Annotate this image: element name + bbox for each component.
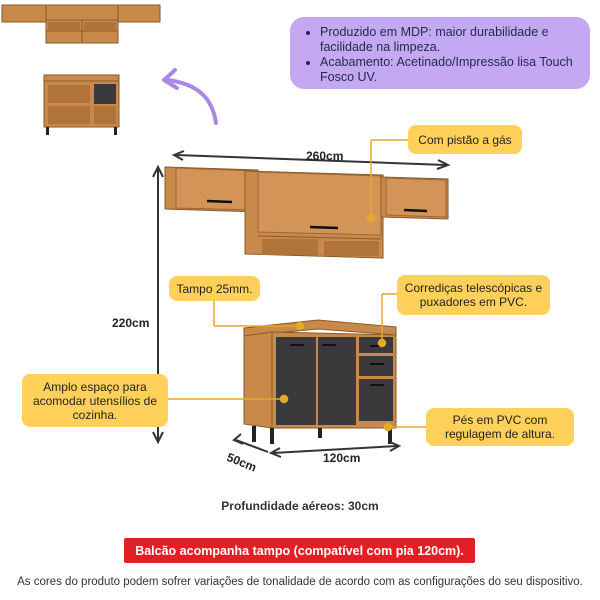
callout-storage xyxy=(22,374,168,427)
callout-tampo xyxy=(169,276,260,301)
curved-arrow-icon xyxy=(164,70,216,123)
feature-item: • Acabamento: Acetinado/Impressão lisa Touch Fosco UV. xyxy=(320,55,580,84)
color-disclaimer: As cores do produto podem sofrer variações de tonalidade de acordo com as configurações do seu dispositivo. xyxy=(17,576,583,588)
callout-feet-text: Pés em PVC com regulagem de altura. xyxy=(444,413,556,441)
callout-piston xyxy=(408,125,522,154)
aereos-depth-note: Profundidade aéreos: 30cm xyxy=(221,499,379,513)
counter-depth-label: 50cm xyxy=(224,450,259,475)
width-total-label: 260cm xyxy=(306,149,344,163)
counter-cabinet xyxy=(244,320,396,444)
height-total-label: 220cm xyxy=(112,316,150,330)
callout-slides-text: Corrediças telescópicas e puxadores em PVC. xyxy=(404,281,543,309)
callout-tampo-text: Tampo 25mm. xyxy=(176,281,253,296)
features-box xyxy=(290,17,590,89)
counter-width-label: 120cm xyxy=(323,451,361,465)
upper-cabinets xyxy=(165,167,448,258)
callout-slides xyxy=(397,275,550,315)
callout-feet xyxy=(426,408,574,446)
thumbnail-counter xyxy=(44,75,119,135)
thumbnail-wall-shelf xyxy=(2,5,160,43)
callout-storage-text: Amplo espaço para acomodar utensílios de cozinha. xyxy=(32,379,158,422)
callout-piston-text: Com pistão a gás xyxy=(418,132,512,147)
tampo-banner xyxy=(124,538,475,563)
tampo-banner-text: Balcão acompanha tampo (compatível com pia 120cm). xyxy=(135,543,464,558)
feature-item: • Produzido em MDP: maior durabilidade e facilidade na limpeza. xyxy=(320,25,580,54)
counter-depth-arrow xyxy=(234,434,268,452)
